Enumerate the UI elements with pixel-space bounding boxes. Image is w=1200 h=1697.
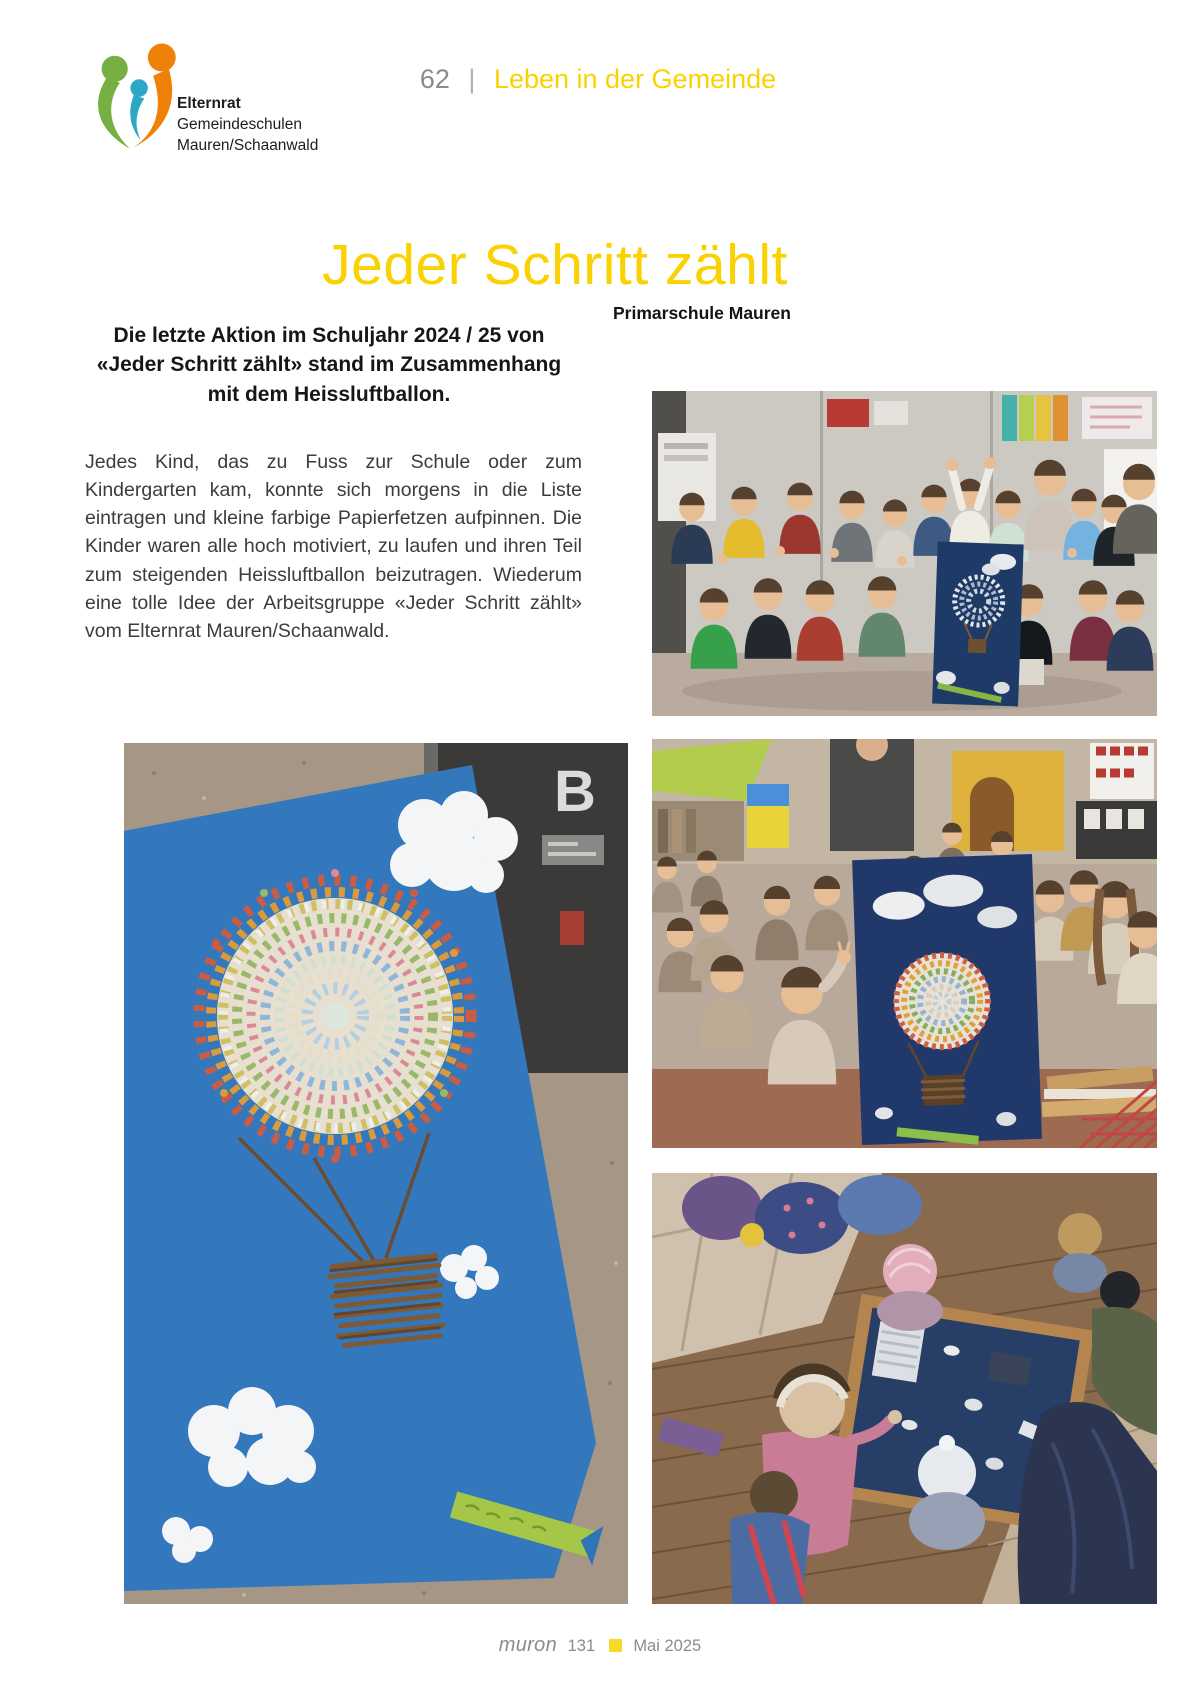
- running-head: [0, 64, 1196, 95]
- issue-number: 131: [567, 1637, 596, 1655]
- page-number: 62: [419, 64, 450, 94]
- photo-artwork-board: [124, 743, 628, 1604]
- photo-classroom-group: [652, 391, 1157, 716]
- magazine-name: muron: [498, 1634, 557, 1656]
- logo-line-1: Elternrat: [177, 95, 241, 112]
- photo-table-overhead: [652, 1173, 1157, 1604]
- section-title: Leben in der Gemeinde: [493, 64, 777, 94]
- article-body: Jedes Kind, das zu Fuss zur Schule oder zum Kindergarten kam, konnte sich morgens in die Liste eintragen und kleine farbige Papierfetzen aufpinnen. Die Kinder waren alle hoch motiviert, zu laufen und ihren Teil zum steigenden Heissluftballon beizutragen. Wiederum eine tolle Idee der Arbeitsgruppe «Jeder Schritt zählt» vom Elternrat Mauren/Schaanwald.: [85, 450, 582, 643]
- article-title: Jeder Schritt zählt: [322, 233, 788, 298]
- footer-square-icon: [609, 1639, 622, 1652]
- logo-line-2: Gemeindeschulen: [177, 115, 302, 133]
- photo-column-caption: Primarschule Mauren: [613, 303, 791, 323]
- logo-line-3: Mauren/Schaanwald: [177, 136, 319, 154]
- separator: |: [468, 64, 476, 94]
- article-lead: Die letzte Aktion im Schuljahr 2024 / 25 von «Jeder Schritt zählt» stand im Zusammenhang mit dem Heissluftballon.: [96, 324, 562, 406]
- door-sign-letter: B: [554, 759, 596, 824]
- footer-date: Mai 2025: [633, 1637, 702, 1655]
- photo-kindergarten-group: [652, 739, 1157, 1148]
- elternrat-logo-icon: [85, 42, 181, 148]
- logo-text: [177, 94, 318, 156]
- page-footer: [0, 1634, 1200, 1657]
